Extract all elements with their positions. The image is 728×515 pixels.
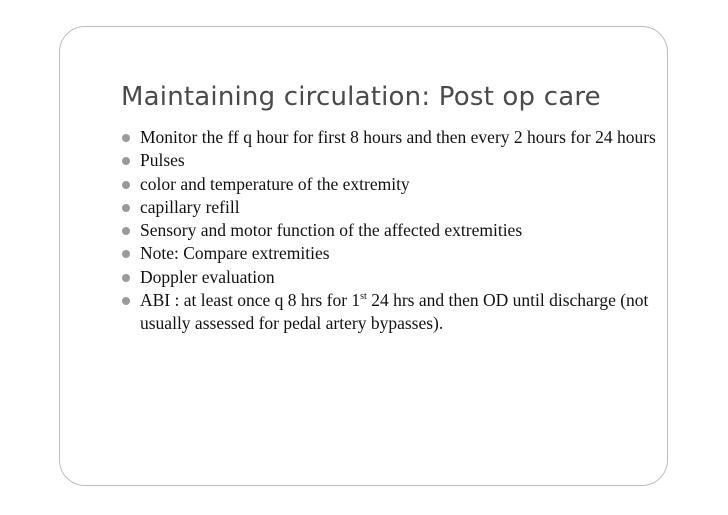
list-item xyxy=(121,126,661,149)
bullet-text: capillary refill xyxy=(140,196,240,217)
bullet-text: Note: Compare extremities xyxy=(140,243,330,264)
bullet-icon xyxy=(122,157,130,165)
bullet-text: Monitor the ff q hour for first 8 hours and then every 2 hours for 24 hours xyxy=(140,127,656,147)
bullet-list xyxy=(121,126,661,336)
slide-title: Maintaining circulation: Post op care xyxy=(121,82,601,112)
list-item xyxy=(121,266,661,289)
bullet-icon xyxy=(122,204,130,212)
bullet-icon xyxy=(122,181,130,189)
bullet-icon xyxy=(122,250,130,258)
bullet-icon xyxy=(122,227,130,235)
bullet-text: Doppler evaluation xyxy=(140,266,275,287)
list-item xyxy=(121,289,661,336)
ordinal-superscript: st xyxy=(360,291,367,303)
bullet-text: Pulses xyxy=(140,150,185,171)
list-item xyxy=(121,149,661,172)
bullet-icon xyxy=(122,274,130,282)
bullet-text: color and temperature of the extremity xyxy=(140,173,410,194)
list-item xyxy=(121,173,661,196)
list-item xyxy=(121,242,661,265)
bullet-text-after: 24 hrs and then OD until discharge (not usually assessed for pedal artery bypasses). xyxy=(140,290,649,334)
bullet-icon xyxy=(122,297,130,305)
bullet-text-before: ABI : at least once q 8 hrs for 1 xyxy=(140,290,361,311)
list-item xyxy=(121,219,661,242)
bullet-text: Sensory and motor function of the affected extremities xyxy=(140,220,523,241)
list-item xyxy=(121,196,661,219)
bullet-icon xyxy=(122,134,130,142)
